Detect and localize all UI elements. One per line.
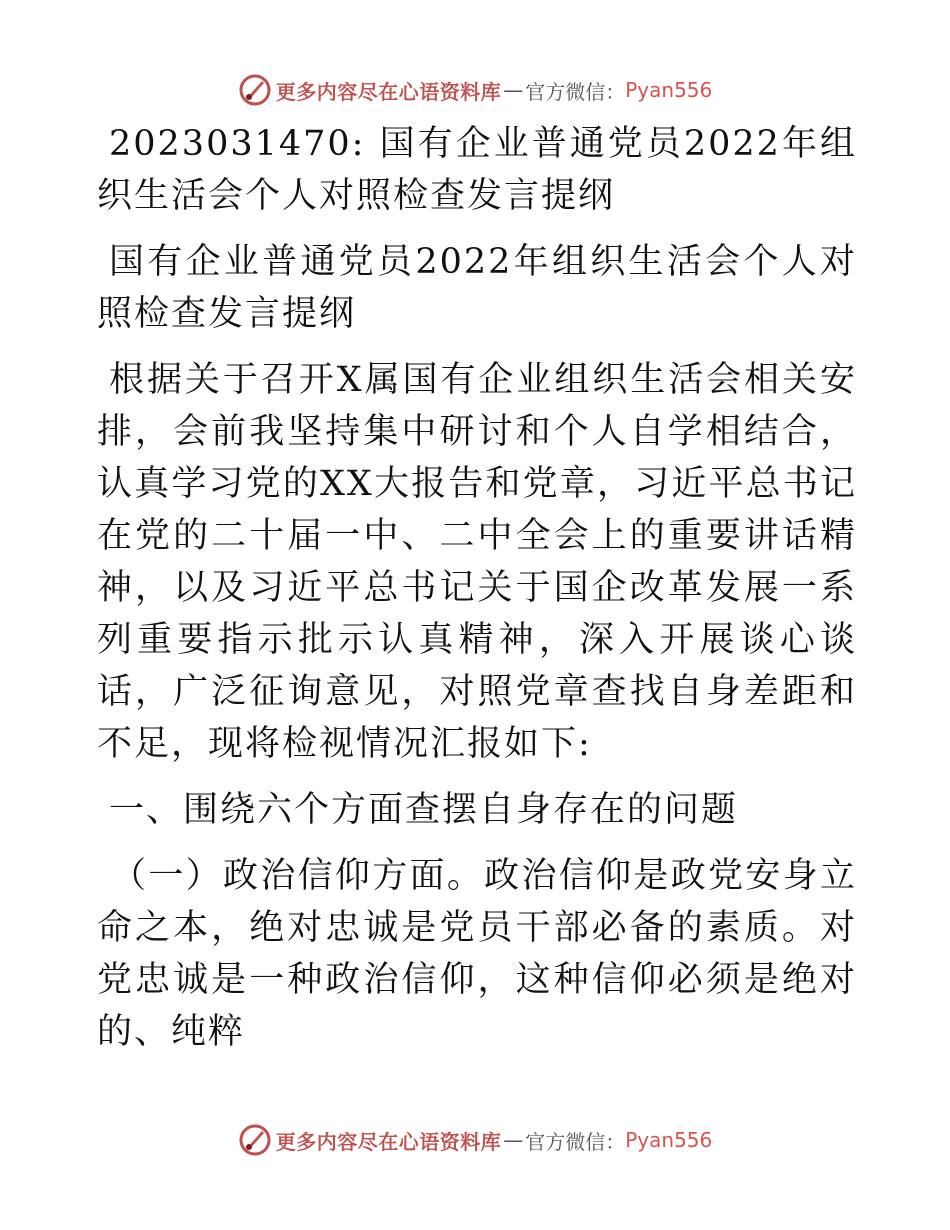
intro-paragraph: 根据关于召开X属国有企业组织生活会相关安排，会前我坚持集中研讨和个人自学相结合，认真学习党的XX大报告和党章，习近平总书记在党的二十届一中、二中全会上的重要讲话精神，以及习近平总书记关于国企改革发展一系列重要指示批示认真精神，深入开展谈心谈话，广泛征询意见，对照党章查找自身差距和不足，现将检视情况汇报如下: (97, 360, 857, 764)
wechat-label: 官方微信： (525, 79, 626, 104)
section-heading: 一、围绕六个方面查摆自身存在的问题 (109, 790, 739, 830)
banner-dash: — (503, 78, 524, 102)
banner-dash: — (503, 1128, 524, 1152)
wechat-id: Pyan556 (625, 1128, 713, 1152)
quill-seal-icon (238, 1123, 272, 1157)
section-paragraph: （一）政治信仰方面。政治信仰是政党安身立命之本，绝对忠诚是党员干部必备的素质。对党忠诚是一种政治信仰，这种信仰必须是绝对的、纯粹 (97, 856, 857, 1052)
brand-text: 更多内容尽在心语资料库 (275, 79, 502, 104)
wechat-label: 官方微信： (525, 1129, 626, 1154)
wechat-id: Pyan556 (625, 78, 713, 102)
document-body (97, 118, 857, 1058)
footer-watermark (0, 1120, 950, 1160)
brand-text: 更多内容尽在心语资料库 (275, 1129, 502, 1154)
header-watermark (0, 70, 950, 110)
document-subtitle: 国有企业普通党员2022年组织生活会个人对照检查发言提纲 (97, 242, 857, 334)
quill-seal-icon (238, 73, 272, 107)
document-title: 2023031470: 国有企业普通党员2022年组织生活会个人对照检查发言提纲 (97, 124, 857, 216)
